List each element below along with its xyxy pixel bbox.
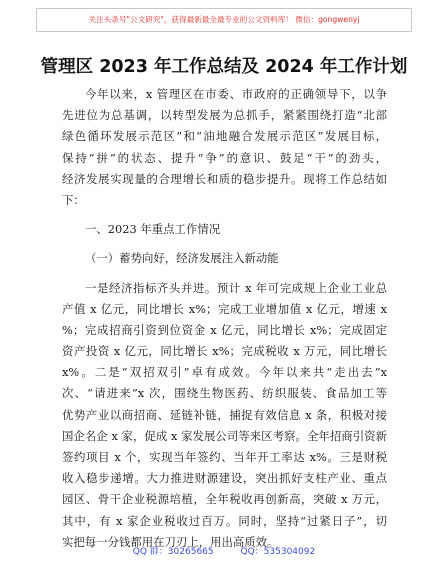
paragraph-line: 收入稳步递增。大力推进财源建设，突出抓好支柱产业、重点 [62,471,387,486]
paragraph-line: 资产投资 x 亿元，同比增长 x%；完成税收 x 万元，同比增长 [62,344,387,359]
paragraph-line: 签约项目 x 个，实现当年签约、当年开工率达 x%。三是财税 [62,450,387,464]
promo-banner-text: 关注头条号"公文研究"，获得最新最全最专业的公文资料库！ 微信：gongwenyj [88,15,360,24]
paragraph-line: 其中，有 x 家企业税收过百万。同时，坚持“过紧日子”，切 [62,513,387,528]
paragraph-line: 实把每一分钱都用在刀刃上，用出高质效。 [62,534,279,549]
paragraph-line: 国企名企 x 家，促成 x 家发展公司等来区考察。全年招商引资新 [62,428,387,443]
section-heading: 一、2023 年重点工作情况 [85,222,221,237]
paragraph-line: 产值 x 亿元，同比增长 x%；完成工业增加值 x 亿元，增速 x [62,301,387,316]
document-title: 管理区 2023 年工作总结及 2024 年工作计划 [40,57,408,77]
promo-banner [36,8,412,32]
qq-group-text: QQ 群：30265665 [132,547,214,557]
paragraph-line: 园区、骨干企业税源培植，全年税收再创新高，突破 x 万元， [62,492,387,507]
document-body [62,84,387,553]
subsection-heading: （一）蓄势向好，经济发展注入新动能 [85,251,279,266]
contact-footer [0,544,448,557]
paragraph-line: 一是经济指标齐头并进。预计 x 年可完成规上企业工业总 [85,280,387,295]
paragraph-line: %；完成招商引资到位资金 x 亿元，同比增长 x%；完成固定 [62,322,387,337]
paragraph-line: 保持“拼”的状态、提升“争”的意识、鼓足“干”的劲头， [62,150,387,165]
paragraph-line: 优势产业以商招商、延链补链，捕捉有效信息 x 条，积极对接 [62,407,387,422]
paragraph-line: 下： [62,192,85,207]
qq-text: QQ：535304092 [240,547,316,557]
paragraph-line: 绿色循环发展示范区”和“油地融合发展示范区”发展目标， [62,129,387,144]
paragraph-line: x%。二是“双招双引”卓有成效。今年以来共“走出去”x [62,365,387,380]
paragraph-line: 先进位为总基调，以转型发展为总抓手，紧紧围绕打造“北部 [62,108,387,123]
paragraph-line: 经济发展实现量的合理增长和质的稳步提升。现将工作总结如 [62,171,387,186]
paragraph-line: 次、“请进来”x 次，围绕生物医药、纺织服装、食品加工等 [62,386,387,401]
paragraph-line: 今年以来，x 管理区在市委、市政府的正确领导下，以争 [85,87,387,101]
